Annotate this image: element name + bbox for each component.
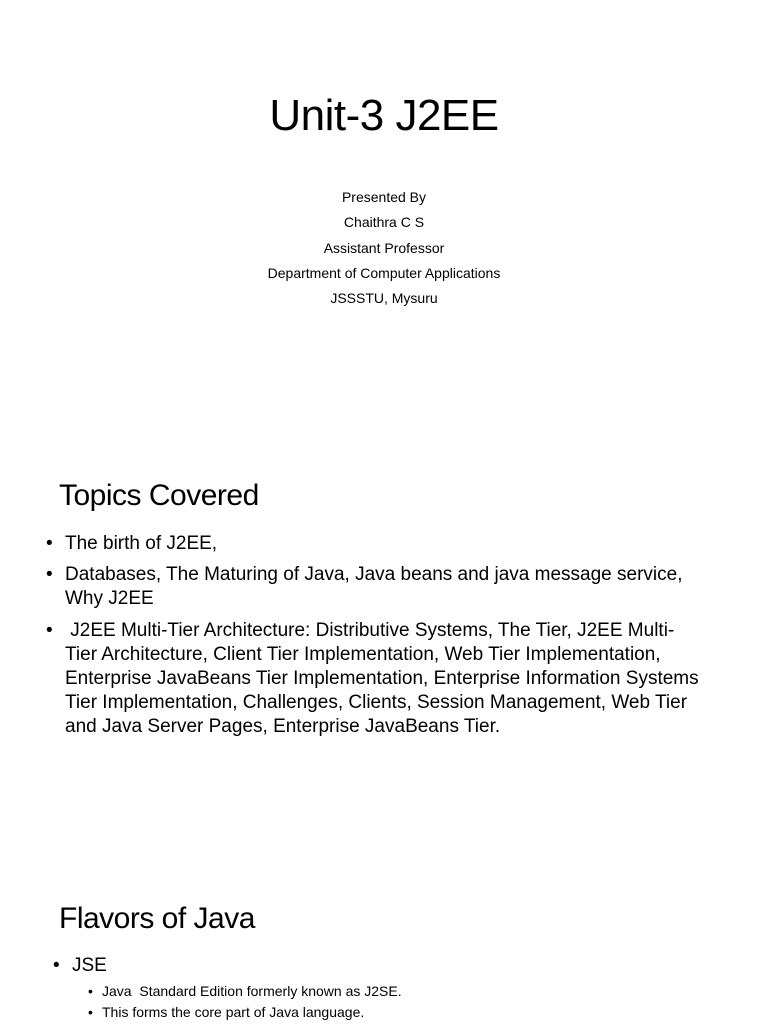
list-item-text: Databases, The Maturing of Java, Java beans and java message service, Why J2EE [65, 564, 683, 610]
list-item-text: The birth of J2EE, [65, 533, 218, 554]
subtitle-line: Department of Computer Applications [267, 264, 501, 281]
list-item [0, 563, 700, 611]
topics-list [0, 532, 704, 747]
sub-list-item-text: Java Standard Edition formerly known as J2SE. [102, 983, 402, 999]
list-item [0, 532, 700, 556]
sub-list-item [0, 981, 700, 1001]
bullet-icon: • [46, 533, 53, 554]
slide-heading: Flavors of Java [59, 902, 255, 935]
subtitle-line: Chaithra C S [343, 214, 425, 231]
sub-list-item-text: This forms the core part of Java language. [102, 1004, 365, 1020]
bullet-icon: • [46, 564, 53, 586]
title-slide [0, 0, 768, 432]
subtitle-line: Assistant Professor [323, 239, 445, 256]
sub-list [0, 981, 700, 1023]
topics-slide [0, 432, 768, 864]
flavors-slide [0, 864, 768, 1024]
bullet-icon: • [88, 1004, 93, 1020]
bullet-icon: • [53, 955, 60, 976]
subtitle-line: JSSSTU, Mysuru [330, 290, 438, 307]
subtitle-line: Presented By [341, 189, 427, 205]
list-item-text: JSE [72, 955, 107, 976]
list-item [0, 619, 704, 740]
slide-title: Unit-3 J2EE [269, 91, 499, 140]
sub-list-item [0, 1002, 700, 1022]
bullet-icon: • [88, 983, 93, 999]
slide-heading: Topics Covered [59, 479, 259, 512]
list-item-text: J2EE Multi-Tier Architecture: Distributive Systems, The Tier, J2EE Multi-Tier Architecture, Client Tier Implementation, Web Tier Implementation, Enterprise JavaBeans Tier Implementation, Enterprise Information Systems Tier Implementation, Challenges, Clients, Session Management, Web Tier and Java Server Pages, Enterprise JavaBeans Tier. [65, 619, 704, 738]
presenter-info [0, 185, 768, 311]
bullet-icon: • [46, 619, 53, 641]
